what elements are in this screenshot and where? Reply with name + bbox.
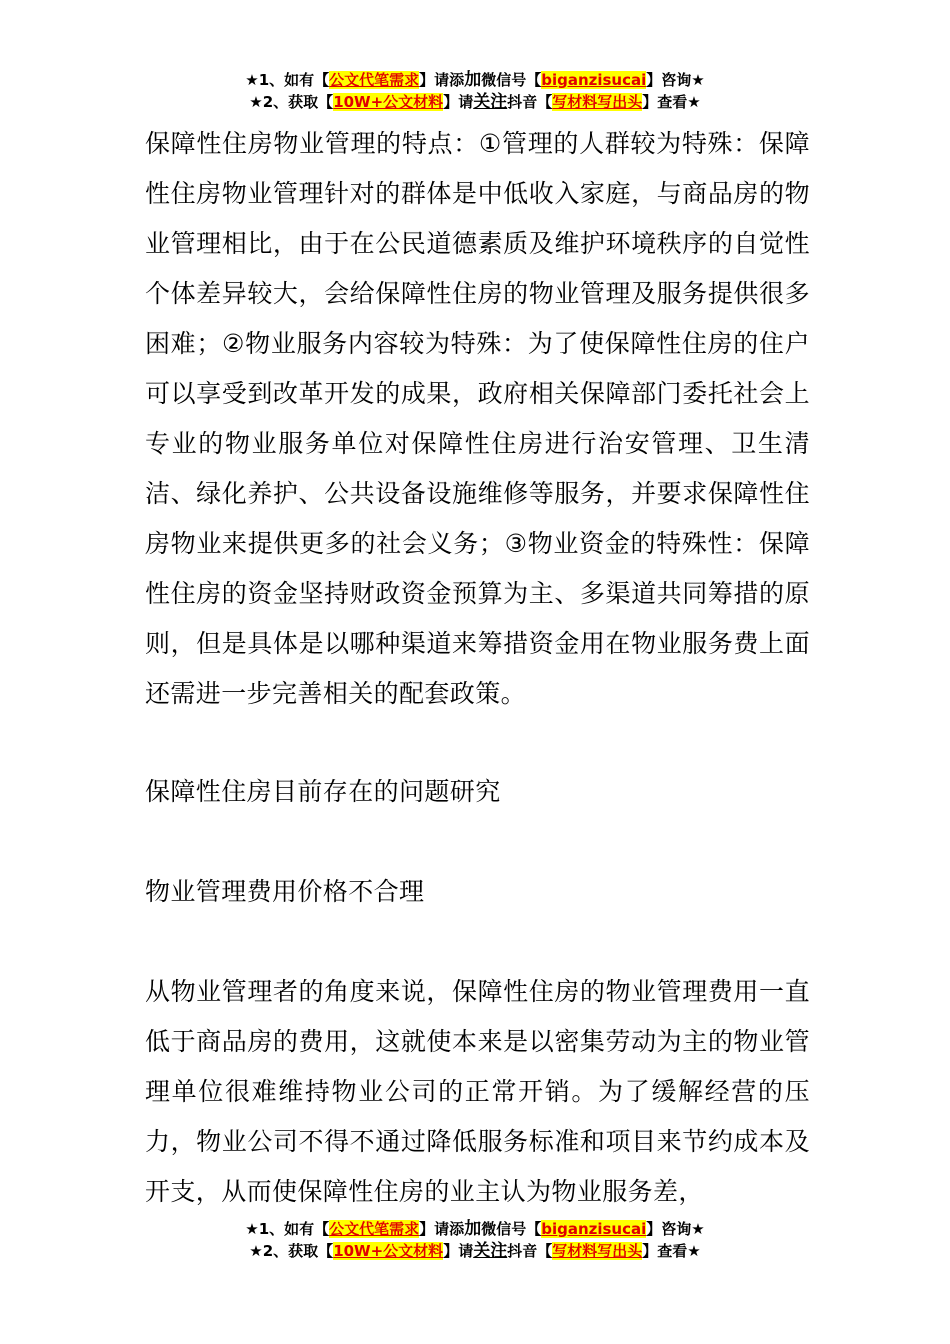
subsection-heading-fees: 物业管理费用价格不合理 (145, 877, 425, 906)
highlight-service: 公文代笔需求 (329, 71, 420, 89)
highlight-materials: 10W+公文材料 (333, 1242, 444, 1260)
banner-text: 抖音【 (507, 93, 553, 111)
banner-text: ★2、获取【 (249, 93, 334, 111)
banner-text: 】查看★ (642, 1242, 701, 1260)
banner-text: 】请 (443, 1242, 474, 1260)
banner-text: ★1、如有【 (245, 1220, 330, 1238)
highlight-service: 公文代笔需求 (329, 1220, 420, 1238)
banner-text: 】咨询★ (646, 71, 705, 89)
banner-line-2 (0, 91, 950, 113)
footer-banner (0, 1218, 950, 1262)
banner-line-1 (0, 69, 950, 91)
banner-keyword: 加 (464, 70, 482, 90)
banner-text: ★1、如有【 (245, 71, 330, 89)
banner-text: ★2、获取【 (249, 1242, 334, 1260)
banner-text: 微信号【 (481, 1220, 542, 1238)
header-banner (0, 69, 950, 113)
banner-text: 】请添 (419, 1220, 465, 1238)
banner-text: 微信号【 (481, 71, 542, 89)
highlight-materials: 10W+公文材料 (333, 93, 444, 111)
highlight-douyin-account: 写材料写出头 (552, 93, 643, 111)
paragraph-characteristics: 保障性住房物业管理的特点：①管理的人群较为特殊：保障性住房物业管理针对的群体是中低收入家庭，与商品房的物业管理相比，由于在公民道德素质及维护环境秩序的自觉性个体差异较大，会给保障性住房的物业管理及服务提供很多困难；②物业服务内容较为特殊：为了使保障性住房的住户可以享受到改革开发的成果，政府相关保障部门委托社会上专业的物业服务单位对保障性住房进行治安管理、卫生清洁、绿化养护、公共设备设施维修等服务，并要求保障性住房物业来提供更多的社会义务；③物业资金的特殊性：保障性住房的资金坚持财政资金预算为主、多渠道共同筹措的原则，但是具体是以哪种渠道来筹措资金用在物业服务费上面还需进一步完善相关的配套政策。 (145, 129, 810, 708)
banner-keyword: 加 (464, 1219, 482, 1239)
banner-keyword: 关注 (473, 1241, 508, 1261)
banner-text: 抖音【 (507, 1242, 553, 1260)
highlight-wechat-id: biganzisucai (541, 71, 647, 89)
banner-text: 】查看★ (642, 93, 701, 111)
paragraph-fees: 从物业管理者的角度来说，保障性住房的物业管理费用一直低于商品房的费用，这就使本来是以密集劳动为主的物业管理单位很难维持物业公司的正常开销。为了缓解经营的压力，物业公司不得不通过降低服务标准和项目来节约成本及开支，从而使保障性住房的业主认为物业服务差， (145, 977, 810, 1206)
section-heading-problems: 保障性住房目前存在的问题研究 (145, 777, 501, 806)
banner-text: 】咨询★ (646, 1220, 705, 1238)
banner-text: 】请添 (419, 71, 465, 89)
banner-text: 】请 (443, 93, 474, 111)
banner-line-2 (0, 1240, 950, 1262)
banner-keyword: 关注 (473, 92, 508, 112)
highlight-wechat-id: biganzisucai (541, 1220, 647, 1238)
highlight-douyin-account: 写材料写出头 (552, 1242, 643, 1260)
banner-line-1 (0, 1218, 950, 1240)
